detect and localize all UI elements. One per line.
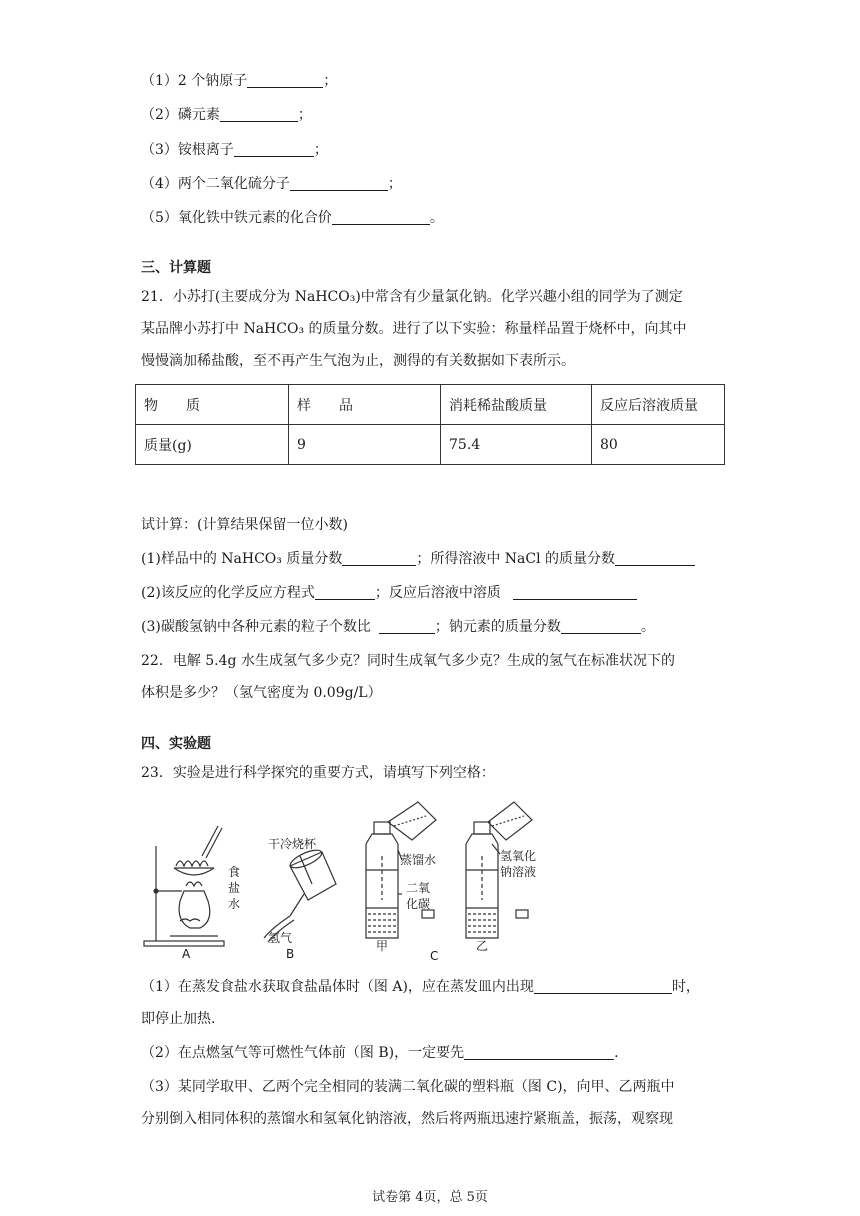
table-header-cell: 物 质	[136, 385, 289, 425]
answer-blank	[464, 1044, 614, 1060]
answer-blank	[534, 978, 672, 994]
label-naoh-2: 钠溶液	[500, 865, 537, 879]
answer-blank	[342, 550, 416, 566]
table-header-cell: 反应后溶液质量	[592, 385, 725, 425]
caption-a: A	[182, 947, 191, 961]
label-hydrogen: 氢气	[268, 931, 293, 945]
table-header-row	[136, 385, 725, 425]
q21-text-1: 21．小苏打(主要成分为 NaHCO₃)中常含有少量氯化钠。化学兴趣小组的同学为了测定	[141, 289, 683, 305]
answer-blank	[513, 584, 637, 600]
label-distilled-water: 蒸馏水	[400, 853, 437, 867]
q23-sub-3-line-1: （3）某同学取甲、乙两个完全相同的装满二氧化碳的塑料瓶（图 C)，向甲、乙两瓶中	[141, 1079, 675, 1095]
answer-blank	[290, 175, 388, 191]
caption-c: C	[430, 949, 439, 963]
q22-text-2: 体积是多少？（氢气密度为 0.09g/L）	[141, 685, 382, 701]
calc-note: 试计算：(计算结果保留一位小数)	[141, 517, 348, 533]
label-salt-water-2: 盐	[228, 881, 241, 895]
answer-blank	[220, 106, 298, 122]
label-co2-1: 二氧	[406, 881, 431, 895]
table-cell: 9	[289, 425, 441, 465]
table-header-cell: 样 品	[289, 385, 441, 425]
table-header-cell: 消耗稀盐酸质量	[441, 385, 592, 425]
section-title-calc: 三、计算题	[141, 260, 211, 276]
answer-blank	[332, 209, 430, 225]
answer-blank	[247, 72, 323, 88]
q23-sub-2: （2）在点燃氢气等可燃性气体前（图 B)，一定要先 .	[141, 1045, 619, 1061]
label-dry-cold-beaker: 干冷烧杯	[268, 837, 317, 851]
q-item-1: （1）2 个钠原子 ；	[141, 73, 338, 89]
q23-sub-3-line-2: 分别倒入相同体积的蒸馏水和氢氧化钠溶液，然后将两瓶迅速拧紧瓶盖，振荡，观察现	[141, 1111, 673, 1127]
q-item-4: （4）两个二氧化硫分子 ；	[141, 176, 402, 192]
q-item-5: （5）氧化铁中铁元素的化合价 。	[141, 210, 444, 226]
page-footer: 试卷第 4页，总 5页	[372, 1190, 488, 1205]
label-co2-2: 化碳	[406, 897, 431, 911]
label-yi: 乙	[476, 939, 489, 953]
figure-a-evaporation	[144, 826, 224, 946]
q21-sub-2: (2)该反应的化学反应方程式 ；反应后溶液中溶质	[141, 583, 637, 603]
q-item-2: （2）磷元素 ；	[141, 107, 312, 123]
q21-sub-3: (3)碳酸氢钠中各种元素的粒子个数比 ；钠元素的质量分数 。	[141, 619, 655, 635]
q23-sub-1: （1）在蒸发食盐水获取食盐晶体时（图 A)，应在蒸发皿内出现 时，	[141, 979, 700, 995]
q22-text-1: 22．电解 5.4g 水生成氢气多少克？同时生成氧气多少克？生成的氢气在标准状况下的	[141, 653, 675, 669]
label-naoh-1: 氢氧化	[500, 849, 537, 863]
answer-blank	[315, 584, 375, 600]
table-cell: 75.4	[441, 425, 592, 465]
q21-sub-1: (1)样品中的 NaHCO₃ 质量分数 ；所得溶液中 NaCl 的质量分数	[141, 549, 695, 569]
table-row	[136, 425, 725, 465]
label-salt-water-3: 水	[228, 897, 241, 911]
label-jia: 甲	[376, 939, 389, 953]
q23-intro: 23．实验是进行科学探究的重要方式，请填写下列空格：	[141, 765, 495, 781]
table-cell: 质量(g)	[136, 425, 289, 465]
q21-text-3: 慢慢滴加稀盐酸，至不再产生气泡为止，测得的有关数据如下表所示。	[141, 353, 575, 369]
q-item-3: （3）铵根离子 ；	[141, 142, 328, 158]
data-table	[135, 384, 725, 465]
label-salt-water-1: 食	[228, 865, 241, 879]
answer-blank	[379, 618, 435, 634]
answer-blank	[615, 550, 695, 566]
caption-b: B	[286, 947, 295, 961]
q23-sub-1-cont: 即停止加热.	[141, 1011, 216, 1027]
q21-text-2: 某品牌小苏打中 NaHCO₃ 的质量分数。进行了以下实验：称量样品置于烧杯中，向其中	[141, 321, 687, 337]
answer-blank	[234, 141, 314, 157]
figure-b-hydrogen	[264, 847, 336, 942]
section-title-experiment: 四、实验题	[141, 736, 211, 752]
experiment-figure	[140, 796, 560, 966]
table-cell: 80	[592, 425, 725, 465]
answer-blank	[561, 618, 641, 634]
